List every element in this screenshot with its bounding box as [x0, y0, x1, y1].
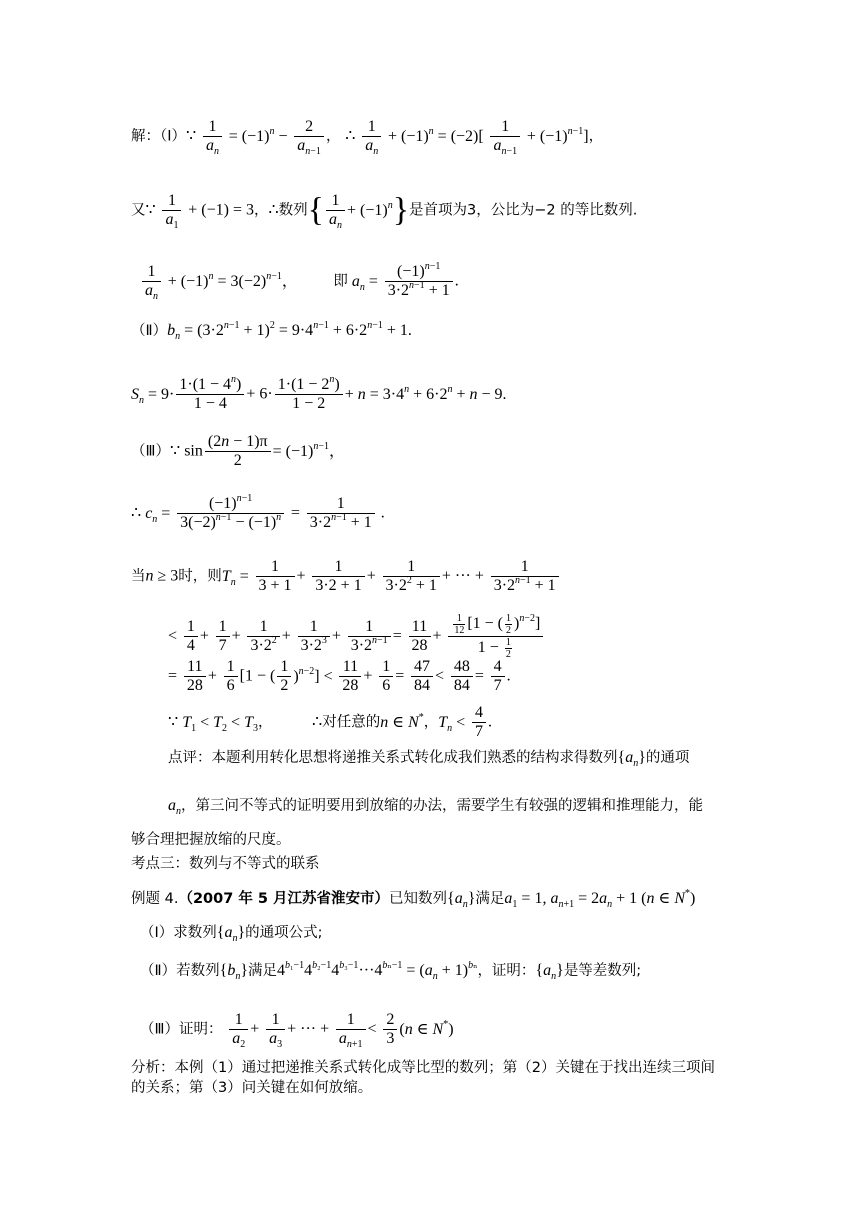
question-1: （Ⅰ）求数列$\{a_n\}$的通项公式; — [140, 924, 323, 944]
section-heading: 考点三：数列与不等式的联系 — [131, 856, 320, 872]
formula-fraction: $\frac{11}{28}$ — [409, 618, 431, 655]
formula-fraction: $\frac{1}{7}$ — [216, 618, 230, 655]
comment-line-1: 点评：本题利用转化思想将递推关系式转化成我们熟悉的结构求得数列$\{a_n\}$的通项 — [168, 749, 690, 769]
therefore-symbol: ∴ — [345, 127, 356, 145]
analysis-line-1: 分析：本例（1）通过把递推关系式转化成等比型的数列；第（2）关键在于找出连续三项间 — [131, 1060, 715, 1076]
formula-fraction: $\frac{1}{3\cdot 2^{n-1} + 1}$ — [491, 558, 559, 595]
formula-fraction: $\frac{1}{a_n}$ — [362, 118, 381, 155]
solution-label: 解： — [131, 128, 160, 145]
solution-line-11: ∵ $T_1 < T_2 < T_3$， ∴对任意的n ∈ N*，$T_n$ < $\frac{4}{7}$ . — [168, 704, 492, 740]
analysis-paragraph — [131, 1058, 731, 1098]
formula-fraction: $\frac{1}{3\cdot 2 + 1}$ — [312, 558, 364, 595]
formula-fraction: $\frac{1}{a_{n-1}}$ — [490, 118, 520, 155]
formula-fraction: $\frac{1}{a_n}$ — [203, 118, 222, 155]
formula-fraction: $\frac{11}{28}$ — [339, 658, 361, 695]
comment-line-3: 够合理把握放缩的尺度。 — [131, 832, 291, 848]
formula-fraction: $\frac{1}{3\cdot 2^{n-1}}$ — [348, 618, 391, 655]
formula-fraction: $\frac{1}{a_n}$ — [142, 263, 161, 300]
solution-line-7: ∴ $c_n$ = $\frac{(-1)^{n-1}}{3(-2)^{n-1} - (-1)^n}$ = $\frac{1}{3\cdot 2^{n-1} + 1}$ . — [131, 493, 385, 531]
formula-fraction: $\frac{4}{7}$ — [491, 658, 505, 695]
formula-fraction: $\frac{1}{a_2}$ — [229, 1011, 248, 1048]
solution-line-9: < $\frac{1}{4}$ + $\frac{1}{7}$ + $\frac{1}{3\cdot 2^2}$ + $\frac{1}{3\cdot 2^3}$ + $\frac{1}{3\cdot 2^{n-1}}$ = $\frac{11}{28}$ + $\frac{1}{12}$ [1 − ( $\frac{1}{2}$ )$^{n-2}$] 1 − $\frac{1}{2}$ — [168, 613, 545, 660]
formula-fraction: $\frac{(2n - 1)\pi}{2}$ — [205, 433, 271, 470]
solution-line-4: $(Ⅱ)b_n = (3\cdot 2^{n-1} + 1)^2 = 9\cdot 4^{n-1} + 6\cdot 2^{n-1} + 1$. — [131, 320, 412, 342]
part-iii-label: （Ⅲ） — [131, 443, 170, 460]
comment-line-2: $a_n$，第三问不等式的证明要用到放缩的办法，需要学生有较强的逻辑和推理能力，能 — [168, 797, 703, 817]
formula-fraction: $\frac{1}{2}$ — [277, 658, 291, 695]
formula-fraction: $\frac{1\cdot(1 - 4^n)}{1 - 4}$ — [176, 376, 244, 413]
formula-fraction: $\frac{1\cdot(1 - 2^n)}{1 - 2}$ — [275, 376, 343, 413]
solution-line-10: = $\frac{11}{28}$ + $\frac{1}{6}$ [1 − ( $\frac{1}{2}$ )$^{n-2}$] < $\frac{11}{28}$ + $\frac{1}{6}$ = $\frac{47}{84}$ < $\frac{48}{84}$ = $\frac{4}{7}$ . — [168, 658, 511, 694]
formula-fraction: $\frac{1}{3\cdot 2^2 + 1}$ — [383, 558, 440, 595]
formula-fraction: $\frac{1}{a_n}$ — [326, 192, 345, 229]
formula-fraction: $\frac{1}{3\cdot 2^{n-1} + 1}$ — [307, 495, 375, 532]
formula-fraction: $\frac{2}{3}$ — [383, 1011, 397, 1048]
question-2: （Ⅱ）若数列$\{b_n\}$满足$4^{b_1-1}4^{b_2-1}4^{b_3-1}\cdot\cdot\cdot 4^{b_n-1} = (a_n + 1)^{b_n}$，证明：$\{a_n\}$是等差数列; — [140, 960, 642, 982]
formula-fraction: $\frac{2}{a_{n-1}}$ — [294, 118, 324, 155]
formula-fraction: $\frac{1}{6}$ — [224, 658, 238, 695]
formula-fraction: $\frac{1}{3\cdot 2^2}$ — [247, 618, 279, 655]
formula-fraction: $\frac{11}{28}$ — [184, 658, 206, 695]
formula-fraction: $\frac{1}{12}$ [1 − ( $\frac{1}{2}$ )$^{n-2}$] 1 − $\frac{1}{2}$ — [448, 613, 543, 660]
formula-fraction: $\frac{1}{a_1}$ — [162, 192, 181, 229]
solution-line-3: $\frac{1}{a_n}$ + $(-1)^n = 3(-2)^{n-1}$， 即 $a_n$ = $\frac{(-1)^{n-1}}{3\cdot 2^{n-1} + 1}$ . — [140, 263, 459, 300]
example-source: （2007 年 5 月江苏省淮安市） — [178, 891, 390, 907]
because-symbol: ∵ — [186, 127, 197, 145]
part-ii-label: （Ⅱ） — [131, 323, 168, 339]
formula-fraction: $\frac{1}{6}$ — [379, 658, 393, 695]
solution-line-5: $S_n = 9\cdot$ $\frac{1\cdot(1 - 4^n)}{1 - 4}$ + 6· $\frac{1\cdot(1 - 2^n)}{1 - 2}$ + $n = 3\cdot 4^n + 6\cdot 2^n + n - 9$. — [131, 374, 507, 412]
formula-fraction: $\frac{1}{3\cdot 2^3}$ — [298, 618, 330, 655]
formula-fraction: $\frac{48}{84}$ — [451, 658, 473, 695]
formula-fraction: $\frac{(-1)^{n-1}}{3\cdot 2^{n-1} + 1}$ — [385, 263, 453, 300]
formula-fraction: $\frac{4}{7}$ — [472, 704, 486, 741]
solution-line-8: 当n ≥ 3时，则$T_n$ = $\frac{1}{3 + 1}$ + $\frac{1}{3\cdot 2 + 1}$ + $\frac{1}{3\cdot 2^2 + 1}$ + ··· + $\frac{1}{3\cdot 2^{n-1} + 1}$ — [131, 558, 561, 595]
example-4-statement: 例题 4.（2007 年 5 月江苏省淮安市）已知数列$\{a_n\}$满足$a_1 = 1$, $a_{n+1} = 2a_n + 1$ (n ∈ N*) — [131, 888, 696, 910]
formula-fraction: $\frac{1}{a_{n+1}}$ — [336, 1011, 366, 1048]
solution-line-1: 解：（Ⅰ）∵ $\frac{1}{a_n}$ = $(-1)^n$ − $\frac{2}{a_{n-1}}$ ， ∴ $\frac{1}{a_n}$ + $(-1)^n = (-2)$[ $\frac{1}{a_{n-1}}$ + $(-1)^{n-1}$]， — [131, 118, 604, 157]
part-i-label: （Ⅰ） — [160, 128, 187, 145]
geometric-sequence-statement: 是首项为3，公比为−2 的等比数列. — [409, 202, 638, 219]
analysis-line-2: 的关系；第（3）问关键在如何放缩。 — [131, 1080, 373, 1096]
formula-fraction: $\frac{47}{84}$ — [411, 658, 433, 695]
formula-fraction: $\frac{1}{4}$ — [184, 618, 198, 655]
formula-fraction: $\frac{1}{a_3}$ — [266, 1011, 285, 1048]
formula-fraction: $\frac{(-1)^{n-1}}{3(-2)^{n-1} - (-1)^n}$ — [177, 495, 284, 532]
question-3: （Ⅲ）证明： $\frac{1}{a_2}$ + $\frac{1}{a_3}$ + ··· + $\frac{1}{a_{n+1}}$ < $\frac{2}{3}$ (n ∈ N*) — [140, 1011, 454, 1050]
solution-line-6: （Ⅲ）∵ sin $\frac{(2n - 1)\pi}{2}$ = $(-1)^{n-1}$， — [131, 433, 345, 469]
solution-line-2: 又∵ $\frac{1}{a_1}$ + (−1) = 3，∴数列{ $\frac{1}{a_n}$ + $(-1)^n$}是首项为3，公比为−2 的等比数列. — [131, 191, 638, 231]
formula-fraction: $\frac{1}{3 + 1}$ — [256, 558, 295, 595]
